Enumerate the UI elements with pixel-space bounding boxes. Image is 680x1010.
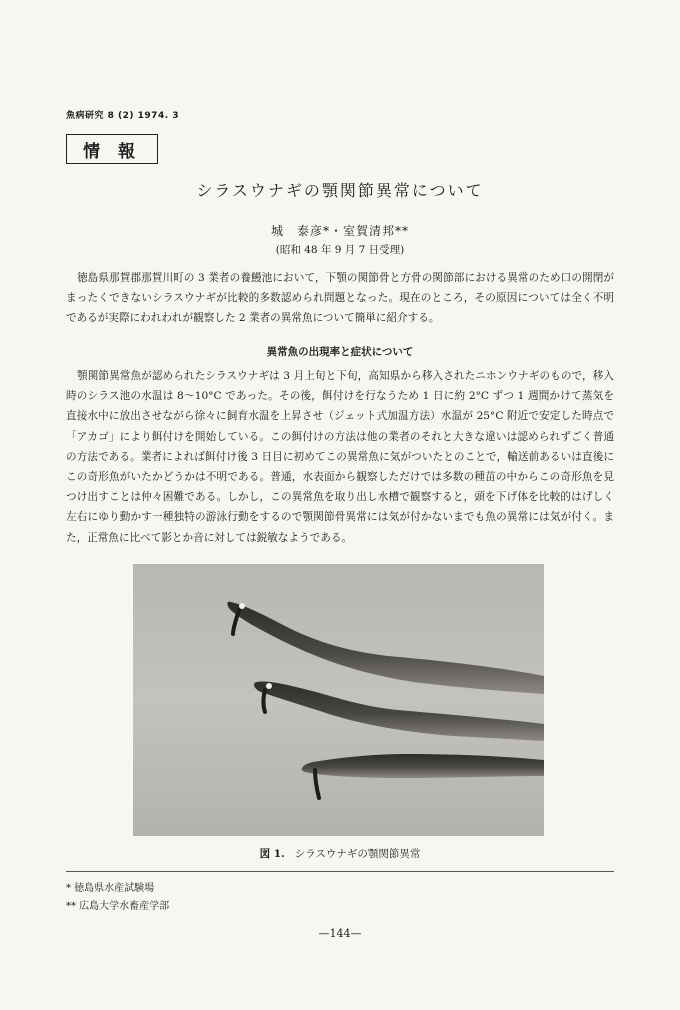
eel-photograph xyxy=(133,564,544,836)
section-label: 情報 xyxy=(66,134,158,164)
footnote-affiliation-2: ** 広島大学水畜産学部 xyxy=(66,901,170,912)
section-heading: 異常魚の出現率と症状について xyxy=(266,346,414,358)
article-authors: 城 泰彦*・室賀清邦** xyxy=(270,224,409,238)
footnote-divider xyxy=(66,871,614,872)
article-title: シラスウナギの顎関節異常について xyxy=(196,181,484,200)
figure-label: 図 1. xyxy=(259,848,285,860)
eel-illustration xyxy=(133,564,544,836)
body-paragraph: 顎関節異常魚が認められたシラスウナギは 3 月上旬と下旬，高知県から移入されたニホンウナギのもので，移入時のシラス池の水温は 8～10°C であった。その後，餌付けを行なうため 1 日に約 2°C ずつ 1 週間かけて蒸気を直接水中に放出させながら徐々に飼育水温を上昇させ（ジェット式加温方法）水温が 25°C 附近で安定した時点で「アカゴ」により餌付けを開始している。この餌付けの方法は他の業者のそれと大きな違いは認められずごく普通の方法である。業者によれば餌付け後 3 日目に初めてこの異常魚に気がついたとのことで，輸送前あるいは直後にこの奇形魚がいたかどうかは不明である。普通，水表面から観察しただけでは多数の種苗の中からこの奇形魚を見つけ出すことは仲々困難である。しかし，この異常魚を取り出し水槽で観察すると，頭を下げ体を比較的はげしく左右にゆり動かす一種独特の游泳行動をするので顎関節骨異常には気が付かないまでも魚の異常には気が付く。また，正常魚に比べて影とか音に対しては鋭敏なようである。 xyxy=(66,370,614,544)
intro-paragraph: 徳島県那賀郡那賀川町の 3 業者の養鰻池において，下顎の関節骨と方骨の関節部における異常のため口の開閉がまったくできないシラスウナギが比較的多数認められ問題となった。現在のところ，その原因については全く不明であるが実際にわれわれが観察した 2 業者の異常魚について簡単に紹介する。 xyxy=(66,272,614,325)
footnote-affiliation-1: * 徳島県水産試験場 xyxy=(66,883,155,894)
figure-caption-text: シラスウナギの顎関節異常 xyxy=(294,848,421,860)
journal-citation: 魚病研究 8 (2) 1974. 3 xyxy=(66,111,180,121)
figure-caption xyxy=(0,846,680,861)
received-date: (昭和 48 年 9 月 7 日受理) xyxy=(275,244,405,256)
page-number: —144— xyxy=(318,927,362,940)
